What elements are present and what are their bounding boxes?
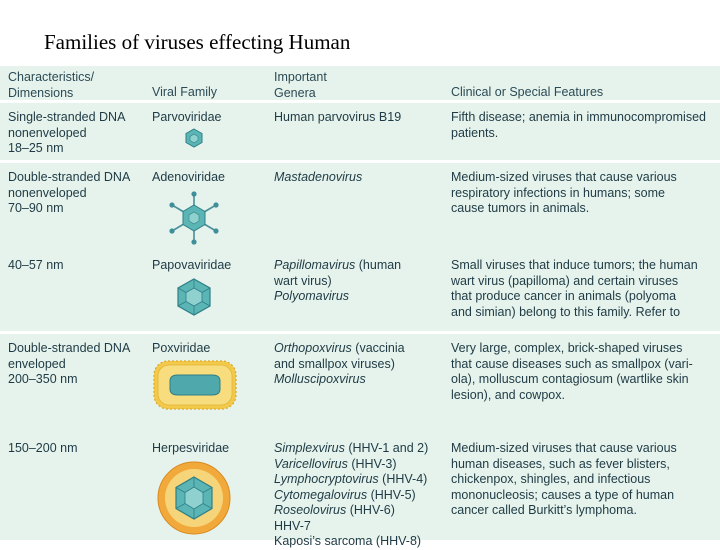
row-characteristics: Double-stranded DNA nonenveloped 70–90 nm (8, 170, 131, 215)
row-family: Papovaviridae (152, 258, 232, 272)
row-family: Parvoviridae (152, 110, 222, 124)
table-row-herpesviridae (0, 433, 720, 548)
row-features: Medium-sized viruses that cause various respiratory infections in humans; some cause tumors in animals. (451, 170, 677, 215)
adenovirus-virion-icon (166, 190, 222, 246)
row-family: Herpesviridae (152, 441, 230, 455)
header-characteristics: Characteristics/ Dimensions (8, 70, 95, 100)
virus-families-table (0, 66, 720, 548)
row-characteristics: 40–57 nm (8, 258, 64, 272)
poxvirus-virion-icon (152, 359, 238, 411)
row-features: Small viruses that induce tumors; the human wart virus (papilloma) and certain viruses that produce cancer in animals (polyoma and simian) belong to this family. Refer to (451, 258, 698, 319)
row-features: Very large, complex, brick-shaped viruses that cause diseases such as smallpox (vari- ola), molluscum contagiosum (wartlike skin lesion), and cowpox. (451, 341, 693, 402)
papovavirus-virion-icon (175, 278, 213, 316)
row-characteristics: Double-stranded DNA enveloped 200–350 nm (8, 341, 131, 386)
row-genera: Papillomavirus (human wart virus) Polyomavirus (274, 258, 402, 303)
row-family: Poxviridae (152, 341, 211, 355)
row-characteristics: 150–200 nm (8, 441, 78, 455)
table-row-papovaviridae (0, 250, 720, 333)
parvovirus-virion-icon (184, 128, 204, 148)
table-row-adenoviridae (0, 162, 720, 250)
table-header-row (0, 66, 720, 102)
row-genera: Mastadenovirus (274, 170, 363, 184)
header-clinical-features: Clinical or Special Features (451, 85, 604, 99)
row-genera: Orthopoxvirus (vaccinia and smallpox viruses) Molluscipoxvirus (274, 341, 405, 386)
header-viral-family: Viral Family (152, 85, 218, 99)
table-row-poxviridae (0, 333, 720, 433)
row-genera: Simplexvirus (HHV-1 and 2) Varicellovirus (HHV-3) Lymphocryptovirus (HHV-4) Cytomegalovirus (HHV-5) Roseolovirus (HHV-6) HHV-7 Kaposi’s sarcoma (HHV-8) (274, 441, 429, 548)
row-family: Adenoviridae (152, 170, 225, 184)
slide-title: Families of viruses effecting Human (44, 30, 351, 54)
row-genera: Human parvovirus B19 (274, 110, 402, 124)
row-features: Medium-sized viruses that cause various human diseases, such as fever blisters, chickenpox, shingles, and infectious mononucleosis; causes a type of human cancer called Burkitt’s lymphoma. (451, 441, 677, 517)
header-important-genera: Important Genera (274, 70, 327, 100)
table-row-parvoviridae (0, 102, 720, 162)
herpesvirus-virion-icon (156, 459, 232, 537)
row-features: Fifth disease; anemia in immunocompromised patients. (451, 110, 706, 140)
row-characteristics: Single-stranded DNA nonenveloped 18–25 nm (8, 110, 126, 155)
